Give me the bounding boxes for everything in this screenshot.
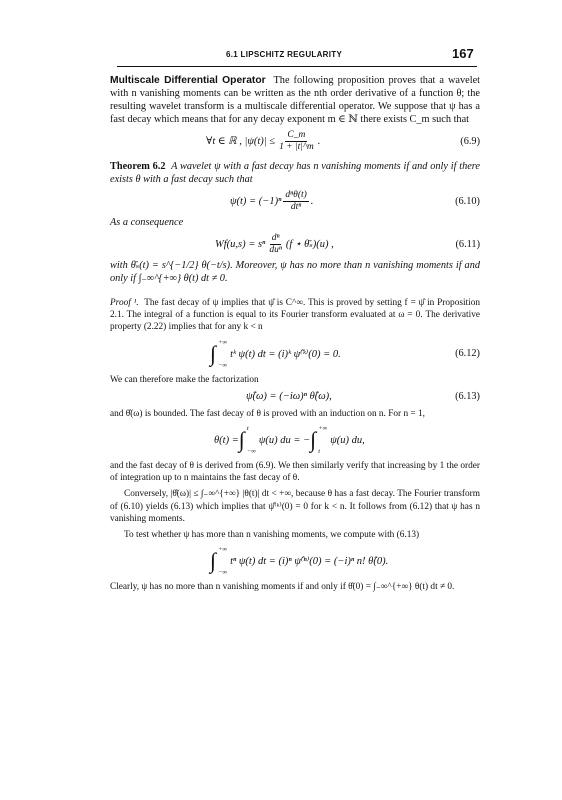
equation-6-13	[110, 386, 480, 408]
running-header	[0, 44, 562, 68]
integral-sign: ∫	[210, 340, 217, 366]
eq-number-6-11: (6.11)	[455, 238, 480, 250]
equation-induction	[110, 420, 480, 460]
theorem-conclusion: with θ̄ₛ(t) = s^{−1/2} θ(−t/s). Moreover, ψ has no more than n vanishing moments if and only if ∫₋∞^{+∞} θ(t) dt ≠ 0.	[110, 260, 480, 284]
intro-text: The following proposition proves that a wavelet with n vanishing moments can be written as the nth order derivative of a function θ; the resulting wavelet transform is a multiscale differential operator. We suppose that ψ has a fast decay which means that for any decay exponent m ∈ ℕ there exists C_m such that	[110, 75, 480, 125]
eq-6-9-denominator: 1 + |t|^m	[279, 141, 314, 152]
eq-6-9-tail: .	[317, 135, 321, 147]
eq-6-13-body: ψ̂(ω) = (−iω)ⁿ θ̂(ω),	[246, 391, 332, 403]
eq-number-6-10: (6.10)	[455, 195, 480, 207]
equation-6-12	[110, 334, 480, 374]
eq-6-10-tail: .	[310, 195, 314, 207]
induction-rhs: ψ(u) du,	[330, 434, 365, 446]
eq-6-10-denominator: dtⁿ	[290, 201, 302, 212]
bounded-line: and θ̂(ω) is bounded. The fast decay of θ is proved with an induction on n. For n = 1,	[110, 408, 425, 419]
eq-number-6-9: (6.9)	[460, 135, 480, 147]
eq-6-12-lower-limit: −∞	[218, 361, 228, 369]
theorem-6-2	[110, 160, 480, 186]
eq-number-6-13: (6.13)	[455, 391, 480, 403]
final-lower-limit: −∞	[218, 569, 228, 577]
theorem-label: Theorem 6.2	[110, 161, 166, 172]
induction-int2-upper: +∞	[318, 425, 328, 433]
eq-6-12-body: tᵏ ψ(t) dt = (i)ᵏ ψ̂⁽ᵏ⁾(0) = 0.	[230, 348, 341, 360]
equation-6-10	[110, 186, 480, 216]
induction-int2-lower: t	[318, 448, 320, 456]
equation-6-9	[110, 126, 480, 156]
eq-6-11-lhs: Wf(u,s) = sⁿ	[215, 238, 266, 250]
proof-label: Proof ¹.	[110, 298, 139, 308]
final-upper-limit: +∞	[218, 546, 228, 554]
proof-paragraph	[110, 297, 480, 334]
intro-paragraph	[110, 74, 480, 126]
header-rule	[117, 66, 477, 67]
eq-6-10-lhs: ψ(t) = (−1)ⁿ	[230, 195, 282, 207]
integral-sign: ∫	[310, 427, 317, 453]
induction-int1-upper: t	[246, 425, 249, 433]
running-title: 6.1 LIPSCHITZ REGULARITY	[226, 50, 343, 59]
induction-int1-lower: −∞	[246, 448, 256, 456]
eq-6-11-denominator: duⁿ	[269, 244, 282, 255]
fast-decay-paragraph: and the fast decay of θ is derived from (6.9). We then similarly verify that increasing by 1 the order of integration up to n maintains the fast decay of θ.	[110, 461, 480, 484]
final-body: tⁿ ψ(t) dt = (i)ⁿ ψ̂⁽ⁿ⁾(0) = (−i)ⁿ n! θ̂(0).	[230, 556, 389, 568]
eq-6-9-numerator: C_m	[287, 129, 306, 140]
eq-6-10-numerator: dⁿθ(t)	[285, 189, 307, 200]
page-body	[110, 74, 480, 593]
equation-final	[110, 541, 480, 581]
eq-6-11-numerator: dⁿ	[271, 232, 280, 243]
eq-6-11-tail: (f ⋆ θ̄ₛ)(u) ,	[285, 239, 334, 250]
integral-sign: ∫	[238, 427, 245, 453]
equation-6-11	[110, 229, 480, 259]
factorization-line: We can therefore make the factorization	[110, 374, 259, 385]
conversely-paragraph: Conversely, |θ̂(ω)| ≤ ∫₋∞^{+∞} |θ(t)| dt < +∞, because θ has a fast decay. The Fourier transform of (6.10) yields (6.13) which implies that ψ̂⁽ᵏ⁾(0) = 0 for k < n. It follows from (6.12) that ψ has n vanishing moments.	[110, 489, 480, 524]
eq-6-12-upper-limit: +∞	[218, 338, 228, 346]
induction-lhs: θ(t) =	[214, 434, 239, 446]
proof-text: The fast decay of ψ implies that ψ̂ is C^∞. This is proved by setting f = ψ̂ in Proposition 2.1. The integral of a function is equal to its Fourier transform evaluated at ω = 0. The derivative property (2.22) implies that for any k < n	[110, 298, 481, 333]
page-number: 167	[452, 46, 474, 61]
eq-6-9-lhs: ∀t ∈ ℝ , |ψ(t)| ≤	[206, 136, 276, 147]
integral-sign: ∫	[210, 548, 217, 574]
eq-number-6-12: (6.12)	[455, 348, 480, 360]
clearly-paragraph: Clearly, ψ has no more than n vanishing moments if and only if θ̂(0) = ∫₋∞^{+∞} θ(t) dt ≠ 0.	[110, 582, 455, 593]
intro-heading: Multiscale Differential Operator	[110, 75, 266, 86]
theorem-text: A wavelet ψ with a fast decay has n vanishing moments if and only if there exists θ with a fast decay such that	[110, 161, 480, 185]
induction-mid: ψ(u) du = −	[258, 434, 311, 446]
consequence-line: As a consequence	[110, 217, 184, 228]
test-paragraph: To test whether ψ has more than n vanishing moments, we compute with (6.13)	[124, 530, 420, 541]
